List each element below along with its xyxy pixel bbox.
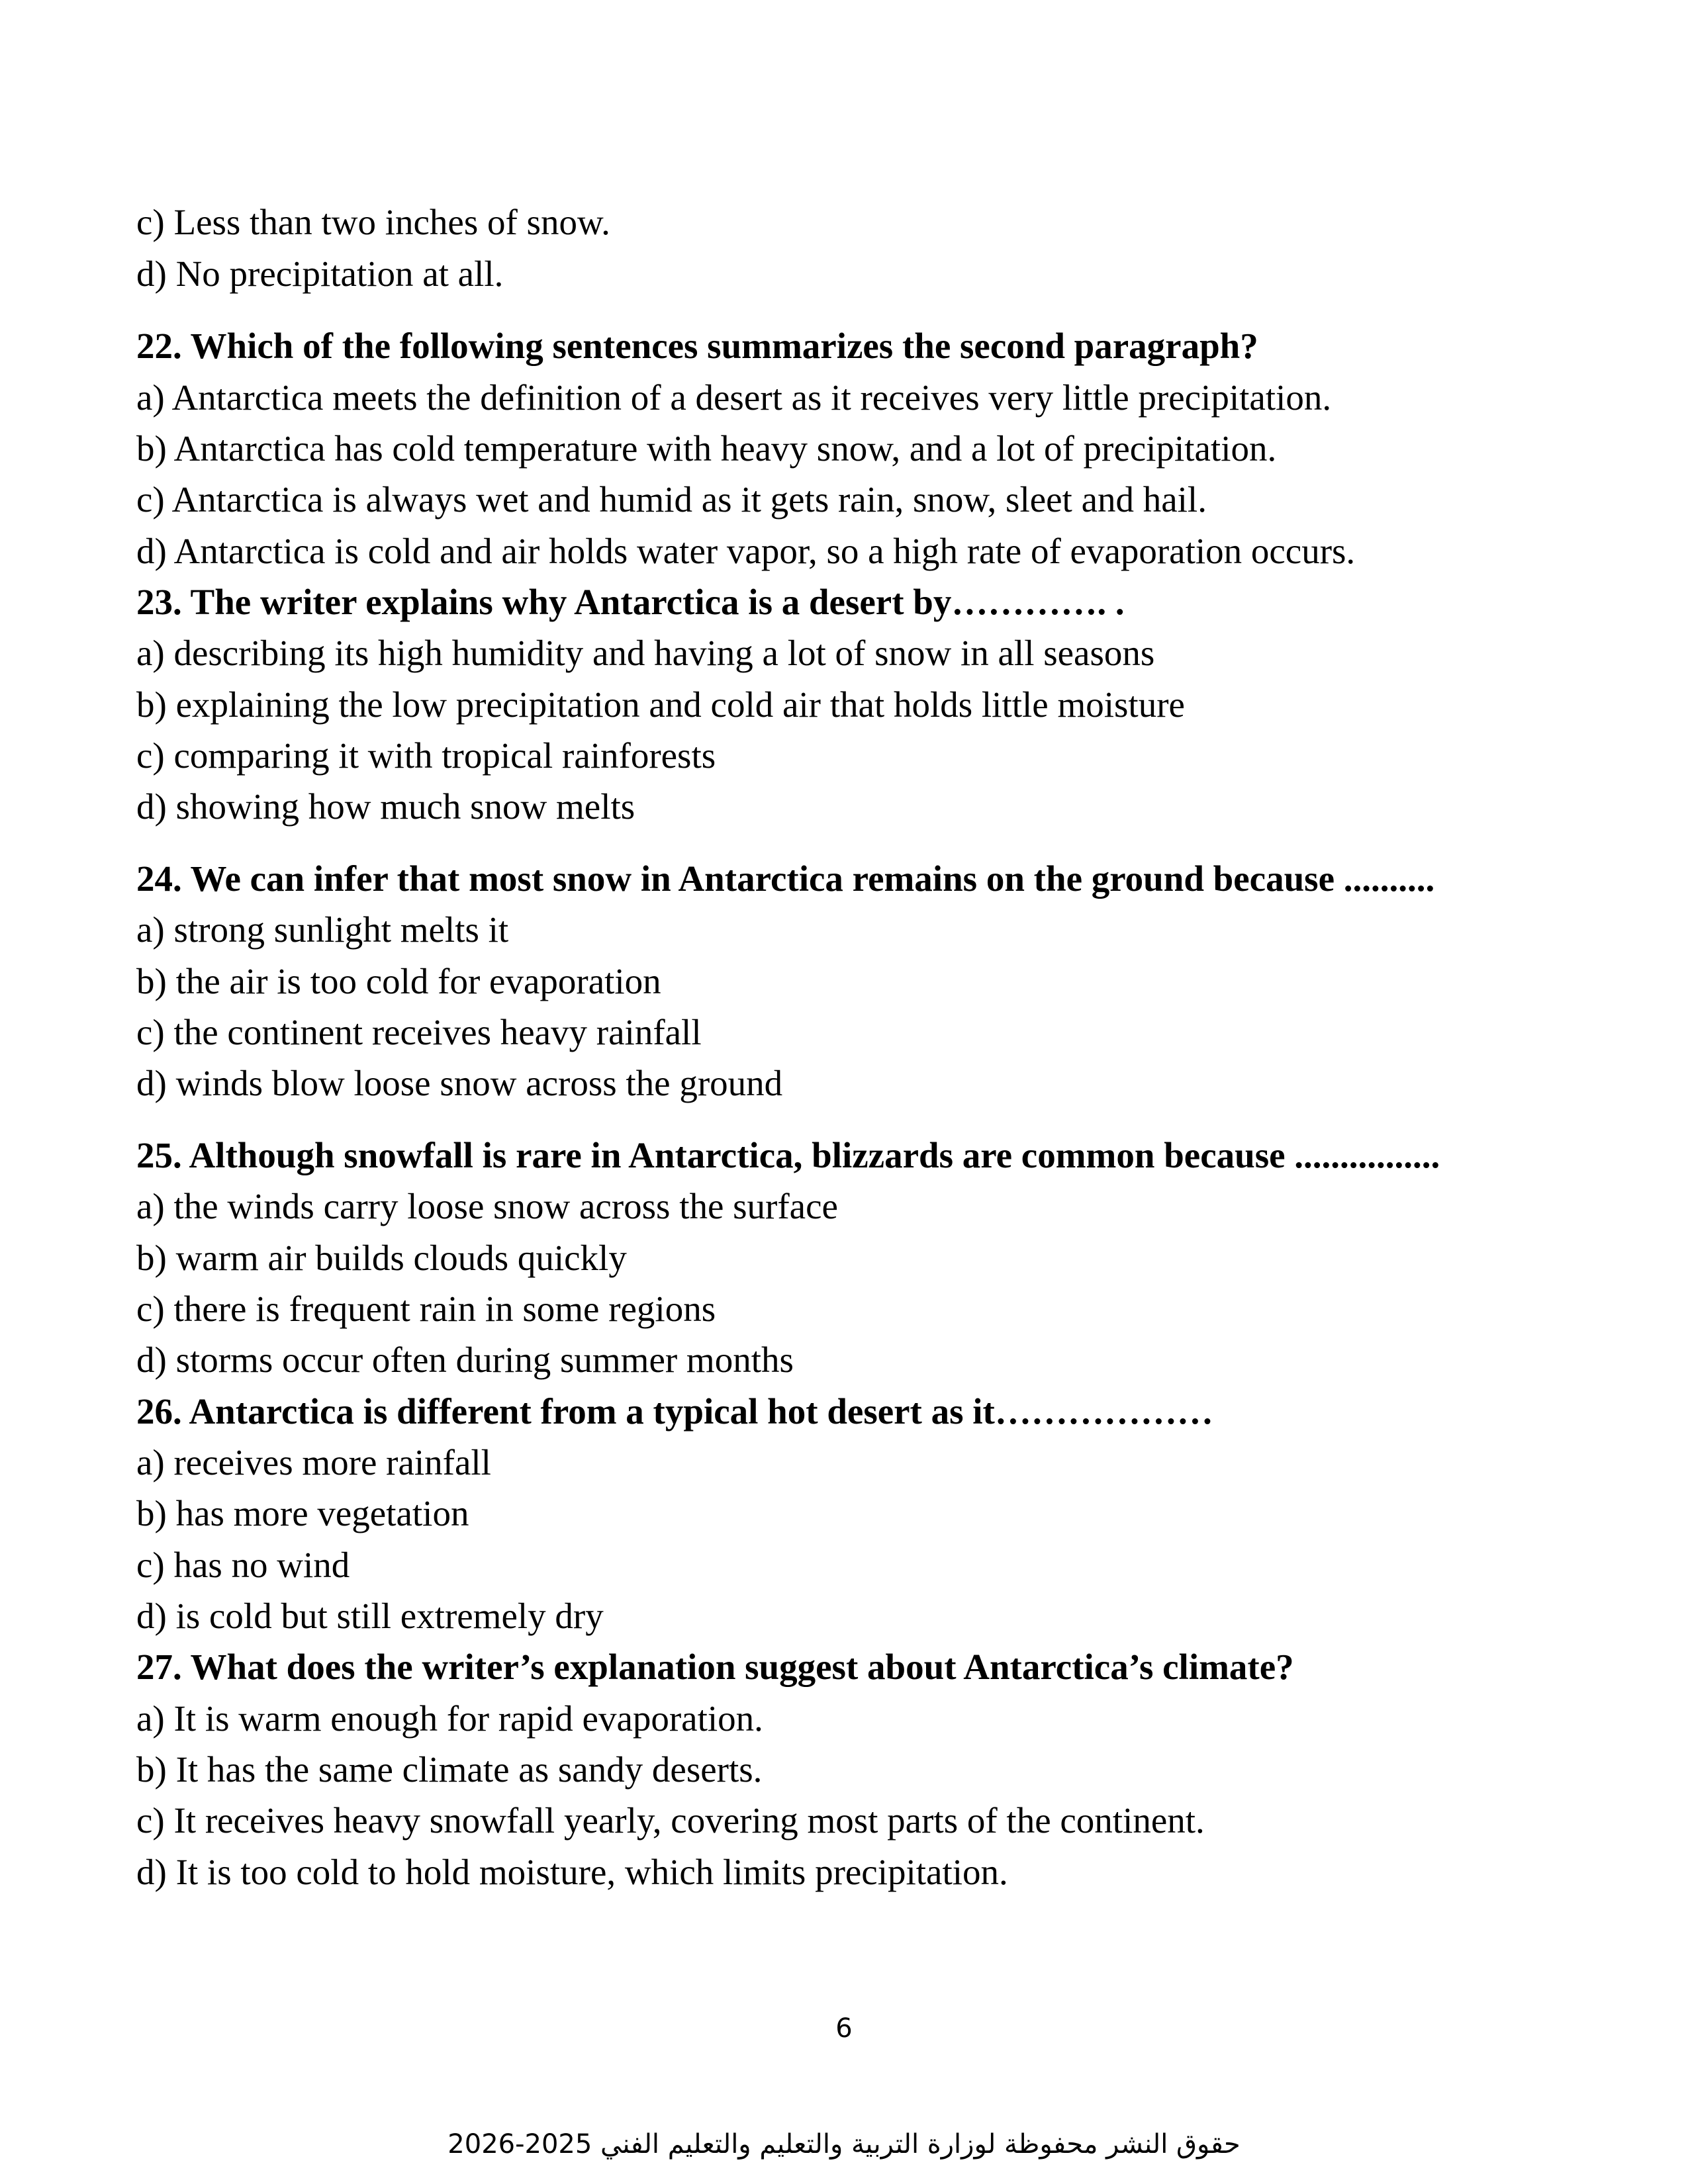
answer-option: d) winds blow loose snow across the ground — [136, 1063, 783, 1103]
answer-option: a) strong sunlight melts it — [136, 909, 509, 950]
answer-option: b) has more vegetation — [136, 1493, 469, 1533]
answer-option: b) warm air builds clouds quickly — [136, 1238, 627, 1278]
answer-option: d) showing how much snow melts — [136, 786, 635, 827]
question-stem: 26. Antarctica is different from a typical hot desert as it……………… — [136, 1391, 1213, 1432]
question-stem: 23. The writer explains why Antarctica is a desert by…………. . — [136, 582, 1125, 622]
answer-option: c) has no wind — [136, 1545, 350, 1585]
answer-option: c) Antarctica is always wet and humid as it gets rain, snow, sleet and hail. — [136, 479, 1207, 520]
answer-option: b) It has the same climate as sandy deserts. — [136, 1749, 763, 1790]
answer-option: d) No precipitation at all. — [136, 253, 504, 294]
answer-option: b) Antarctica has cold temperature with heavy snow, and a lot of precipitation. — [136, 428, 1277, 469]
answer-option: c) comparing it with tropical rainforests — [136, 735, 716, 776]
page-number: 6 — [835, 2013, 853, 2044]
question-stem: 27. What does the writer’s explanation suggest about Antarctica’s climate? — [136, 1647, 1294, 1687]
answer-option: c) It receives heavy snowfall yearly, covering most parts of the continent. — [136, 1800, 1205, 1841]
answer-option: a) the winds carry loose snow across the surface — [136, 1186, 838, 1226]
question-stem: 22. Which of the following sentences summarizes the second paragraph? — [136, 326, 1258, 366]
answer-option: a) Antarctica meets the definition of a desert as it receives very little precipitation. — [136, 377, 1332, 418]
answer-option: d) is cold but still extremely dry — [136, 1596, 604, 1636]
answer-option: c) Less than two inches of snow. — [136, 202, 610, 242]
question-stem: 25. Although snowfall is rare in Antarctica, blizzards are common because ................ — [136, 1135, 1440, 1175]
answer-option: d) Antarctica is cold and air holds water vapor, so a high rate of evaporation occurs. — [136, 531, 1356, 571]
answer-option: c) the continent receives heavy rainfall — [136, 1012, 702, 1052]
answer-option: d) storms occur often during summer months — [136, 1340, 794, 1380]
question-stem: 24. We can infer that most snow in Antarctica remains on the ground because .......... — [136, 858, 1435, 899]
answer-option: d) It is too cold to hold moisture, which limits precipitation. — [136, 1852, 1008, 1892]
answer-option: a) describing its high humidity and having a lot of snow in all seasons — [136, 633, 1155, 673]
answer-option: a) It is warm enough for rapid evaporation. — [136, 1698, 763, 1739]
copyright-footer: حقوق النشر محفوظة لوزارة التربية والتعليم والتعليم الفني 2025-2026 — [447, 2129, 1241, 2160]
answer-option: c) there is frequent rain in some regions — [136, 1289, 716, 1329]
answer-option: a) receives more rainfall — [136, 1442, 491, 1482]
answer-option: b) the air is too cold for evaporation — [136, 961, 661, 1001]
answer-option: b) explaining the low precipitation and cold air that holds little moisture — [136, 684, 1185, 725]
